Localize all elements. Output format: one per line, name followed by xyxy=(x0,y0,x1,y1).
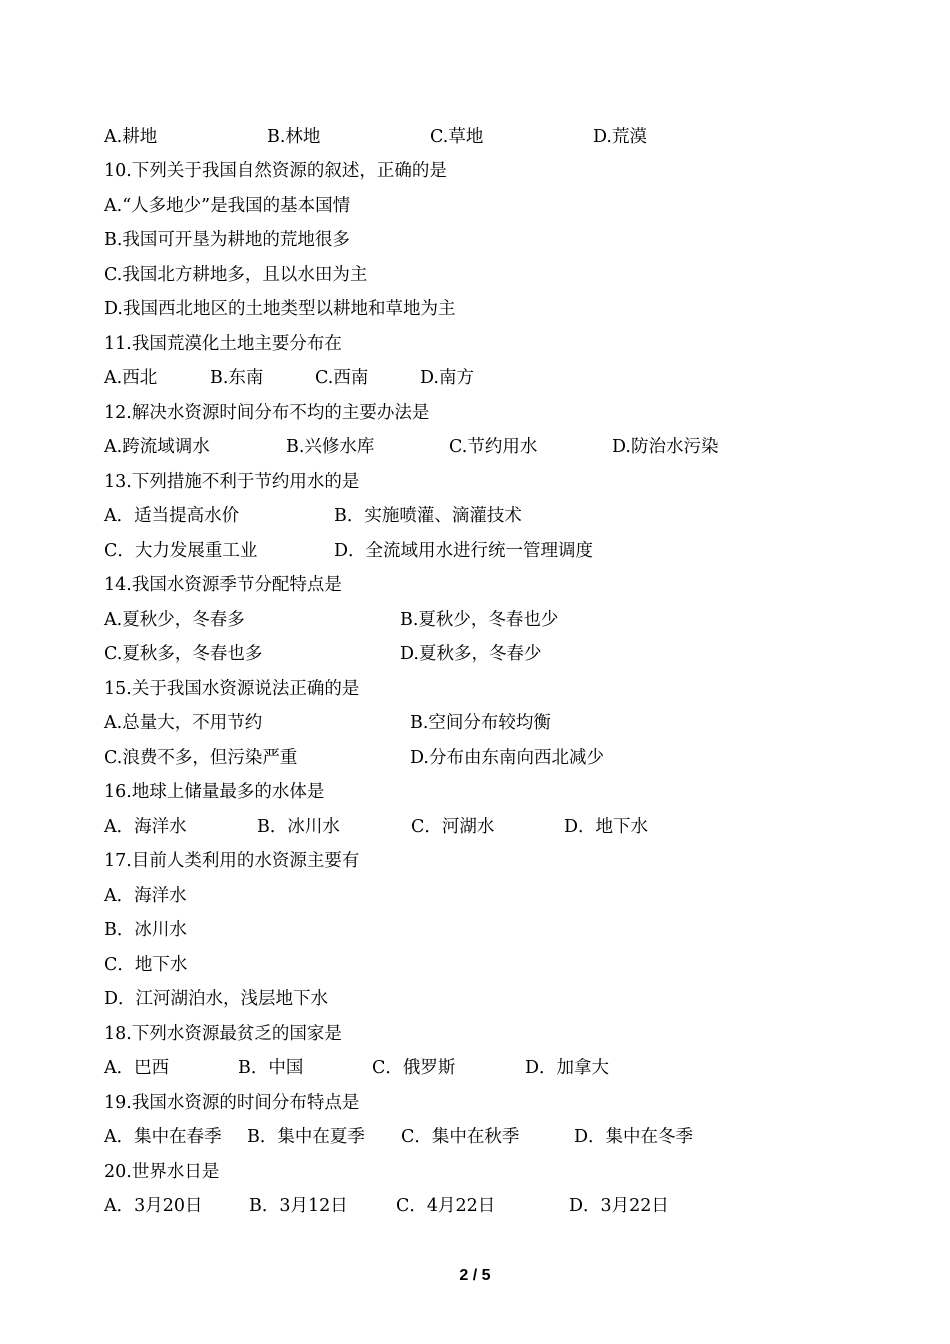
q10-option-b: B.我国可开垦为耕地的荒地很多 xyxy=(104,230,350,250)
q14-stem: 14.我国水资源季节分配特点是 xyxy=(104,575,342,595)
q9-option-a: A.耕地 xyxy=(104,127,158,147)
q16-option-c: C．河湖水 xyxy=(411,817,495,837)
q16-option-a: A．海洋水 xyxy=(104,817,187,837)
q10-stem: 10.下列关于我国自然资源的叙述，正确的是 xyxy=(104,161,447,181)
q12-option-d: D.防治水污染 xyxy=(612,437,719,457)
q11-option-a: A.西北 xyxy=(104,368,158,388)
q19-option-b: B．集中在夏季 xyxy=(247,1127,365,1147)
q10-option-c: C.我国北方耕地多，且以水田为主 xyxy=(104,265,368,285)
q17-option-b: B．冰川水 xyxy=(104,920,187,940)
q14-option-c: C.夏秋多，冬春也多 xyxy=(104,644,263,664)
q9-option-d: D.荒漠 xyxy=(593,127,647,147)
q17-option-a: A．海洋水 xyxy=(104,886,187,906)
q20-option-b: B．3月12日 xyxy=(249,1196,348,1216)
q13-option-b: B．实施喷灌、滴灌技术 xyxy=(334,506,522,526)
q9-option-b: B.林地 xyxy=(267,127,321,147)
q15-stem: 15.关于我国水资源说法正确的是 xyxy=(104,679,360,699)
q20-option-d: D．3月22日 xyxy=(569,1196,669,1216)
q15-option-c: C.浪费不多，但污染严重 xyxy=(104,748,298,768)
q12-option-a: A.跨流域调水 xyxy=(104,437,210,457)
q14-option-a: A.夏秋少，冬春多 xyxy=(104,610,245,630)
q20-option-c: C．4月22日 xyxy=(396,1196,496,1216)
q20-stem: 20.世界水日是 xyxy=(104,1162,220,1182)
q11-option-c: C.西南 xyxy=(315,368,369,388)
q13-option-d: D．全流域用水进行统一管理调度 xyxy=(334,541,594,561)
q17-option-d: D．江河湖泊水，浅层地下水 xyxy=(104,989,329,1009)
q11-option-d: D.南方 xyxy=(420,368,474,388)
q16-option-d: D．地下水 xyxy=(564,817,649,837)
q19-option-a: A．集中在春季 xyxy=(104,1127,222,1147)
q12-stem: 12.解决水资源时间分布不均的主要办法是 xyxy=(104,403,430,423)
q16-stem: 16.地球上储量最多的水体是 xyxy=(104,782,325,802)
q10-option-d: D.我国西北地区的土地类型以耕地和草地为主 xyxy=(104,299,456,319)
q14-option-b: B.夏秋少，冬春也少 xyxy=(400,610,559,630)
q12-option-b: B.兴修水库 xyxy=(286,437,375,457)
q13-option-c: C．大力发展重工业 xyxy=(104,541,258,561)
q15-option-b: B.空间分布较均衡 xyxy=(410,713,551,733)
q15-option-d: D.分布由东南向西北减少 xyxy=(410,748,604,768)
q10-option-a: A.“人多地少”是我国的基本国情 xyxy=(104,196,351,216)
q20-option-a: A．3月20日 xyxy=(104,1196,203,1216)
q18-option-d: D．加拿大 xyxy=(525,1058,610,1078)
q9-option-c: C.草地 xyxy=(430,127,484,147)
q17-stem: 17.目前人类利用的水资源主要有 xyxy=(104,851,360,871)
q14-option-d: D.夏秋多，冬春少 xyxy=(400,644,542,664)
q13-stem: 13.下列措施不利于节约用水的是 xyxy=(104,472,360,492)
q17-option-c: C．地下水 xyxy=(104,955,188,975)
q13-option-a: A．适当提高水价 xyxy=(104,506,240,526)
page-number: 2 / 5 xyxy=(459,1267,491,1284)
q11-stem: 11.我国荒漠化土地主要分布在 xyxy=(104,334,342,354)
q12-option-c: C.节约用水 xyxy=(449,437,538,457)
q19-stem: 19.我国水资源的时间分布特点是 xyxy=(104,1093,360,1113)
q11-option-b: B.东南 xyxy=(210,368,264,388)
q15-option-a: A.总量大，不用节约 xyxy=(104,713,263,733)
q16-option-b: B．冰川水 xyxy=(257,817,340,837)
q18-stem: 18.下列水资源最贫乏的国家是 xyxy=(104,1024,342,1044)
q19-option-c: C．集中在秋季 xyxy=(401,1127,520,1147)
q19-option-d: D．集中在冬季 xyxy=(574,1127,694,1147)
q18-option-b: B．中国 xyxy=(238,1058,304,1078)
q18-option-a: A．巴西 xyxy=(104,1058,170,1078)
q18-option-c: C．俄罗斯 xyxy=(372,1058,456,1078)
